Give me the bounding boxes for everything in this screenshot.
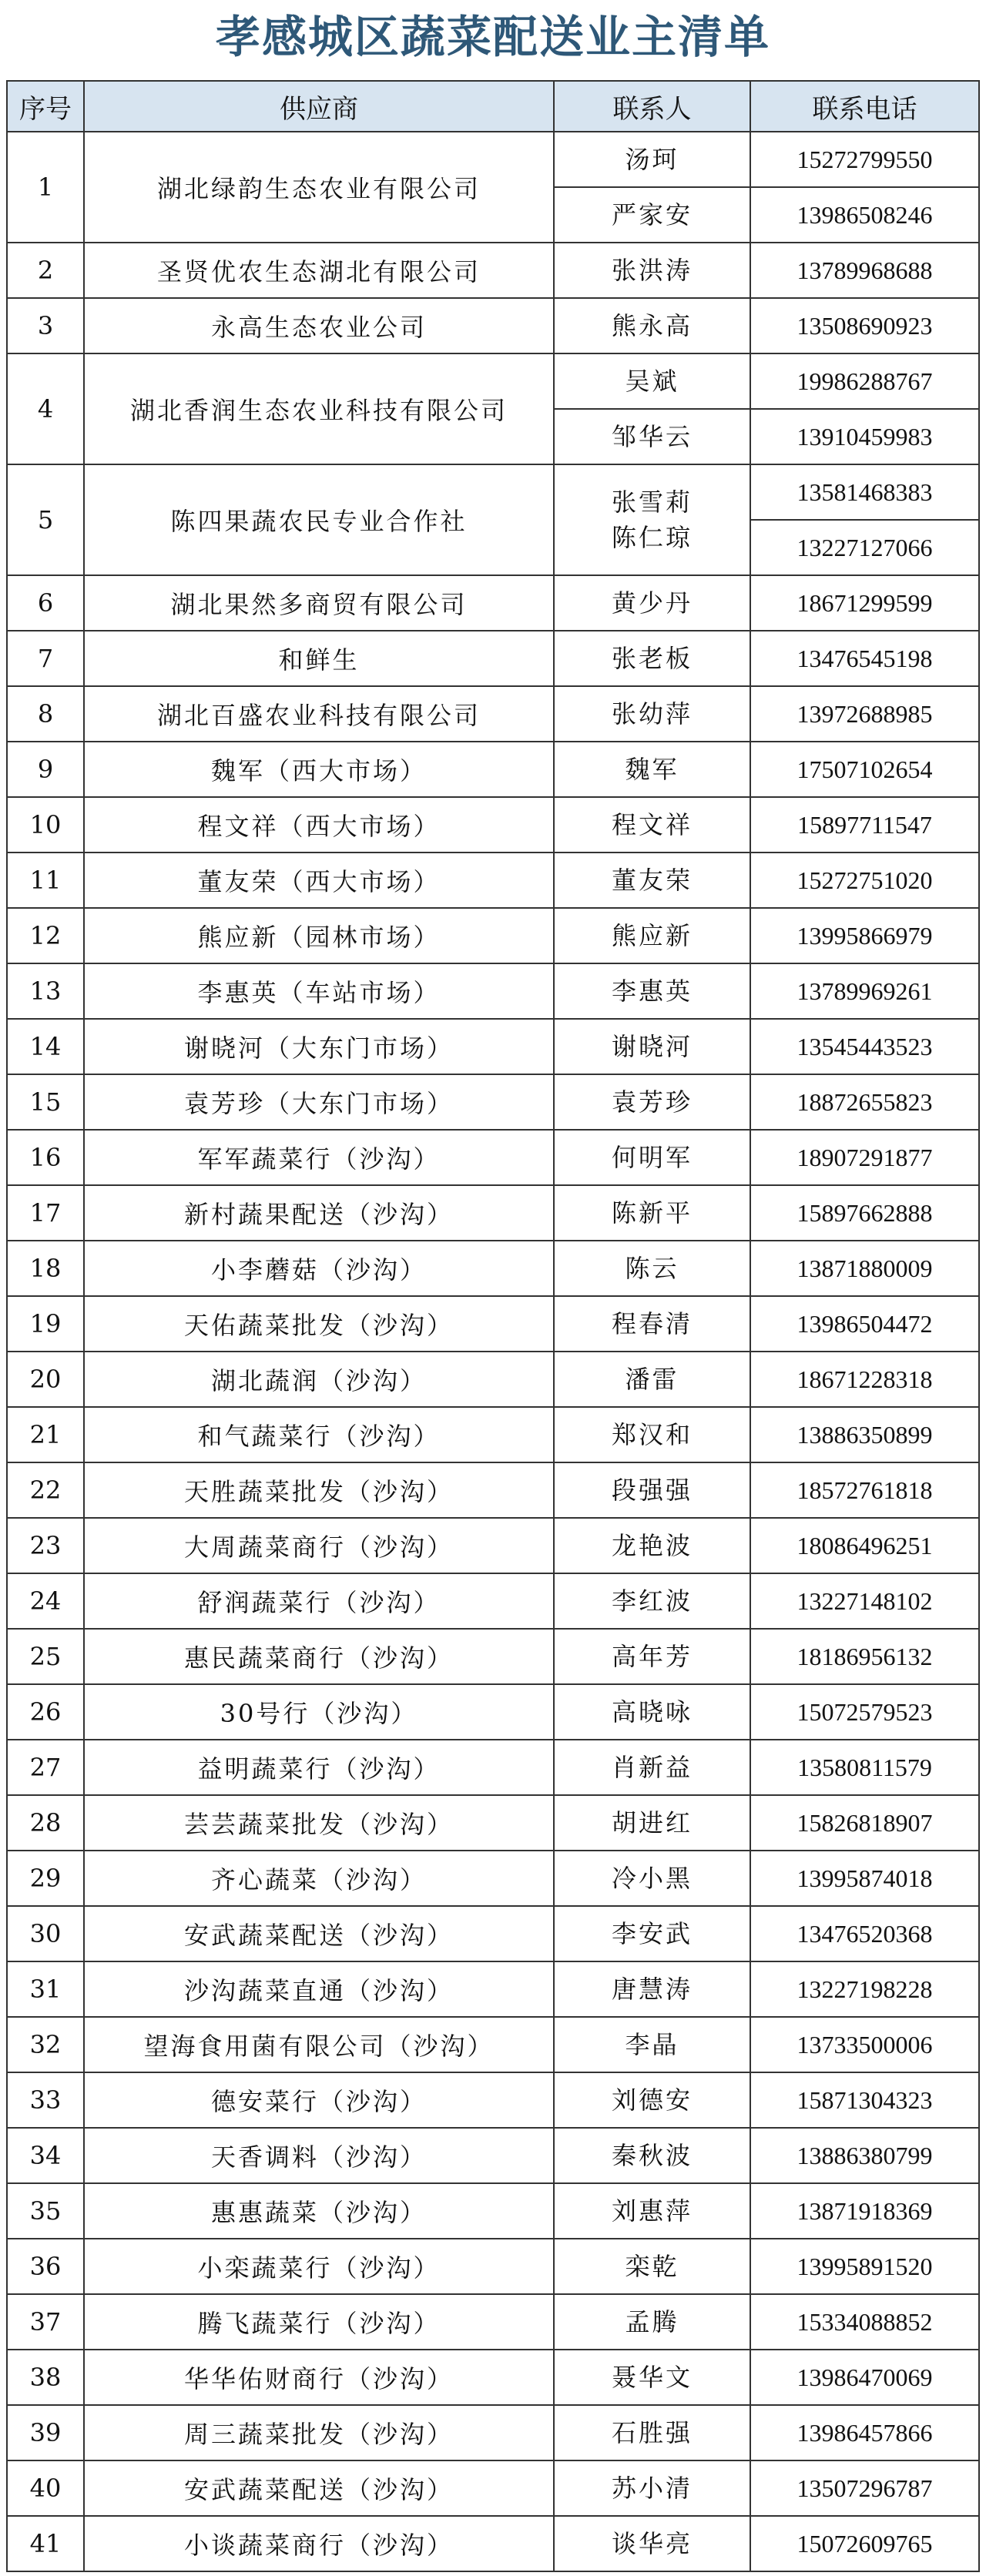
contact-phone: 13789969261 bbox=[750, 963, 979, 1019]
contact-phone: 15334088852 bbox=[750, 2294, 979, 2350]
row-number: 38 bbox=[7, 2350, 84, 2405]
contact-phone: 13972688985 bbox=[750, 686, 979, 742]
supplier-name: 陈四果蔬农民专业合作社 bbox=[84, 464, 554, 575]
row-number: 18 bbox=[7, 1241, 84, 1296]
contact-phone: 13886350899 bbox=[750, 1407, 979, 1462]
table-row bbox=[7, 2072, 979, 2128]
table-row bbox=[7, 1961, 979, 2017]
supplier-name: 熊应新（园林市场） bbox=[84, 908, 554, 963]
row-number: 36 bbox=[7, 2239, 84, 2294]
table-row bbox=[7, 1906, 979, 1961]
supplier-name: 湖北果然多商贸有限公司 bbox=[84, 575, 554, 631]
contact-person: 张老板 bbox=[554, 631, 750, 686]
supplier-name: 和气蔬菜行（沙沟） bbox=[84, 1407, 554, 1462]
contact-person: 李惠英 bbox=[554, 963, 750, 1019]
table-row bbox=[7, 2183, 979, 2239]
row-number: 5 bbox=[7, 464, 84, 575]
table-row bbox=[7, 686, 979, 742]
contact-person: 张幼萍 bbox=[554, 686, 750, 742]
row-number: 4 bbox=[7, 353, 84, 464]
contact-phone: 18907291877 bbox=[750, 1130, 979, 1185]
supplier-name: 军军蔬菜行（沙沟） bbox=[84, 1130, 554, 1185]
supplier-name: 天胜蔬菜批发（沙沟） bbox=[84, 1462, 554, 1518]
contact-person: 董友荣 bbox=[554, 853, 750, 908]
contact-person: 李安武 bbox=[554, 1906, 750, 1961]
row-number: 27 bbox=[7, 1740, 84, 1795]
contact-phone: 18671299599 bbox=[750, 575, 979, 631]
contact-person: 龙艳波 bbox=[554, 1518, 750, 1573]
table-row bbox=[7, 1740, 979, 1795]
supplier-name: 惠惠蔬菜（沙沟） bbox=[84, 2183, 554, 2239]
contact-phone: 13733500006 bbox=[750, 2017, 979, 2072]
row-number: 29 bbox=[7, 1851, 84, 1906]
row-number: 33 bbox=[7, 2072, 84, 2128]
table-row bbox=[7, 2405, 979, 2460]
row-number: 34 bbox=[7, 2128, 84, 2183]
contact-phone: 13886380799 bbox=[750, 2128, 979, 2183]
row-number: 12 bbox=[7, 908, 84, 963]
table-row bbox=[7, 1462, 979, 1518]
contact-phone: 13476520368 bbox=[750, 1906, 979, 1961]
supplier-name: 魏军（西大市场） bbox=[84, 742, 554, 797]
contact-person: 石胜强 bbox=[554, 2405, 750, 2460]
contact-person: 严家安 bbox=[554, 187, 750, 243]
row-number: 25 bbox=[7, 1629, 84, 1684]
contact-person: 刘惠萍 bbox=[554, 2183, 750, 2239]
contact-person: 魏军 bbox=[554, 742, 750, 797]
contact-phone: 13581468383 bbox=[750, 464, 979, 520]
contact-person: 谈华亮 bbox=[554, 2516, 750, 2571]
contact-person: 肖新益 bbox=[554, 1740, 750, 1795]
contact-person: 李红波 bbox=[554, 1573, 750, 1629]
row-number: 28 bbox=[7, 1795, 84, 1851]
table-row bbox=[7, 1795, 979, 1851]
row-number: 13 bbox=[7, 963, 84, 1019]
supplier-name: 谢晓河（大东门市场） bbox=[84, 1019, 554, 1074]
contact-person: 高晓咏 bbox=[554, 1684, 750, 1740]
contact-person: 聂华文 bbox=[554, 2350, 750, 2405]
supplier-name: 永高生态农业公司 bbox=[84, 298, 554, 353]
row-number: 26 bbox=[7, 1684, 84, 1740]
contact-phone: 13986508246 bbox=[750, 187, 979, 243]
supplier-table bbox=[6, 80, 980, 2572]
supplier-name: 沙沟蔬菜直通（沙沟） bbox=[84, 1961, 554, 2017]
contact-phone: 15072579523 bbox=[750, 1684, 979, 1740]
supplier-name: 安武蔬菜配送（沙沟） bbox=[84, 1906, 554, 1961]
row-number: 32 bbox=[7, 2017, 84, 2072]
row-number: 6 bbox=[7, 575, 84, 631]
contact-phone: 15871304323 bbox=[750, 2072, 979, 2128]
row-number: 15 bbox=[7, 1074, 84, 1130]
table-row bbox=[7, 243, 979, 298]
contact-phone: 18186956132 bbox=[750, 1629, 979, 1684]
contact-person: 吴斌 bbox=[554, 353, 750, 409]
contact-phone: 13227127066 bbox=[750, 520, 979, 575]
row-number: 40 bbox=[7, 2460, 84, 2516]
supplier-name: 湖北绿韵生态农业有限公司 bbox=[84, 132, 554, 243]
supplier-name: 芸芸蔬菜批发（沙沟） bbox=[84, 1795, 554, 1851]
contact-person: 孟腾 bbox=[554, 2294, 750, 2350]
supplier-name: 德安菜行（沙沟） bbox=[84, 2072, 554, 2128]
supplier-name: 腾飞蔬菜行（沙沟） bbox=[84, 2294, 554, 2350]
table-row bbox=[7, 742, 979, 797]
table-row bbox=[7, 2128, 979, 2183]
contact-phone: 13986504472 bbox=[750, 1296, 979, 1352]
table-row bbox=[7, 853, 979, 908]
contact-person: 邹华云 bbox=[554, 409, 750, 464]
row-number: 9 bbox=[7, 742, 84, 797]
table-row bbox=[7, 631, 979, 686]
contact-phone: 13580811579 bbox=[750, 1740, 979, 1795]
row-number: 11 bbox=[7, 853, 84, 908]
contact-person: 高年芳 bbox=[554, 1629, 750, 1684]
supplier-name: 齐心蔬菜（沙沟） bbox=[84, 1851, 554, 1906]
supplier-name: 天佑蔬菜批发（沙沟） bbox=[84, 1296, 554, 1352]
column-header-contact: 联系人 bbox=[554, 81, 750, 132]
row-number: 1 bbox=[7, 132, 84, 243]
supplier-name: 小栾蔬菜行（沙沟） bbox=[84, 2239, 554, 2294]
contact-phone: 15826818907 bbox=[750, 1795, 979, 1851]
row-number: 16 bbox=[7, 1130, 84, 1185]
supplier-name: 望海食用菌有限公司（沙沟） bbox=[84, 2017, 554, 2072]
contact-person: 熊永高 bbox=[554, 298, 750, 353]
supplier-name: 安武蔬菜配送（沙沟） bbox=[84, 2460, 554, 2516]
contact-phone: 17507102654 bbox=[750, 742, 979, 797]
supplier-name: 李惠英（车站市场） bbox=[84, 963, 554, 1019]
contact-person: 刘德安 bbox=[554, 2072, 750, 2128]
contact-phone: 13995874018 bbox=[750, 1851, 979, 1906]
contact-phone: 13227198228 bbox=[750, 1961, 979, 2017]
table-row bbox=[7, 1019, 979, 1074]
table-row bbox=[7, 1074, 979, 1130]
contact-person: 秦秋波 bbox=[554, 2128, 750, 2183]
contact-phone: 13986457866 bbox=[750, 2405, 979, 2460]
table-row bbox=[7, 1241, 979, 1296]
contact-phone: 15072609765 bbox=[750, 2516, 979, 2571]
contact-person: 谢晓河 bbox=[554, 1019, 750, 1074]
contact-phone: 15272751020 bbox=[750, 853, 979, 908]
supplier-name: 董友荣（西大市场） bbox=[84, 853, 554, 908]
table-row bbox=[7, 963, 979, 1019]
table-row bbox=[7, 797, 979, 853]
contact-phone: 15897711547 bbox=[750, 797, 979, 853]
table-header-row bbox=[7, 81, 979, 132]
table-row bbox=[7, 908, 979, 963]
row-number: 2 bbox=[7, 243, 84, 298]
contact-person: 程春清 bbox=[554, 1296, 750, 1352]
column-header-phone: 联系电话 bbox=[750, 81, 979, 132]
row-number: 39 bbox=[7, 2405, 84, 2460]
supplier-name: 新村蔬果配送（沙沟） bbox=[84, 1185, 554, 1241]
contact-phone: 18572761818 bbox=[750, 1462, 979, 1518]
contact-phone: 13871918369 bbox=[750, 2183, 979, 2239]
table-row bbox=[7, 1407, 979, 1462]
contact-phone: 13995891520 bbox=[750, 2239, 979, 2294]
contact-phone: 18872655823 bbox=[750, 1074, 979, 1130]
table-row bbox=[7, 1684, 979, 1740]
row-number: 19 bbox=[7, 1296, 84, 1352]
row-number: 8 bbox=[7, 686, 84, 742]
contact-person: 冷小黑 bbox=[554, 1851, 750, 1906]
table-row bbox=[7, 2350, 979, 2405]
supplier-name: 小谈蔬菜商行（沙沟） bbox=[84, 2516, 554, 2571]
row-number: 10 bbox=[7, 797, 84, 853]
row-number: 41 bbox=[7, 2516, 84, 2571]
table-row bbox=[7, 298, 979, 353]
contact-person: 苏小清 bbox=[554, 2460, 750, 2516]
contact-person: 张洪涛 bbox=[554, 243, 750, 298]
contact-phone: 15897662888 bbox=[750, 1185, 979, 1241]
supplier-name: 30号行（沙沟） bbox=[84, 1684, 554, 1740]
contact-person: 汤珂 bbox=[554, 132, 750, 187]
supplier-name: 湖北香润生态农业科技有限公司 bbox=[84, 353, 554, 464]
supplier-name: 舒润蔬菜行（沙沟） bbox=[84, 1573, 554, 1629]
row-number: 17 bbox=[7, 1185, 84, 1241]
contact-phone: 18671228318 bbox=[750, 1352, 979, 1407]
row-number: 21 bbox=[7, 1407, 84, 1462]
row-number: 3 bbox=[7, 298, 84, 353]
contact-person: 张雪莉 陈仁琼 bbox=[554, 464, 750, 575]
contact-phone: 13545443523 bbox=[750, 1019, 979, 1074]
contact-phone: 13227148102 bbox=[750, 1573, 979, 1629]
contact-person: 栾乾 bbox=[554, 2239, 750, 2294]
supplier-name: 天香调料（沙沟） bbox=[84, 2128, 554, 2183]
contact-phone: 18086496251 bbox=[750, 1518, 979, 1573]
page-title: 孝感城区蔬菜配送业主清单 bbox=[215, 11, 770, 63]
row-number: 31 bbox=[7, 1961, 84, 2017]
row-number: 37 bbox=[7, 2294, 84, 2350]
row-number: 23 bbox=[7, 1518, 84, 1573]
contact-person: 熊应新 bbox=[554, 908, 750, 963]
contact-person: 陈云 bbox=[554, 1241, 750, 1296]
table-row bbox=[7, 1352, 979, 1407]
contact-person: 李晶 bbox=[554, 2017, 750, 2072]
column-header-supplier: 供应商 bbox=[84, 81, 554, 132]
table-row bbox=[7, 1851, 979, 1906]
table-row bbox=[7, 1518, 979, 1573]
row-number: 35 bbox=[7, 2183, 84, 2239]
table-row bbox=[7, 132, 979, 187]
row-number: 14 bbox=[7, 1019, 84, 1074]
table-row bbox=[7, 2516, 979, 2571]
contact-person: 潘雷 bbox=[554, 1352, 750, 1407]
table-row bbox=[7, 353, 979, 409]
supplier-name: 小李蘑菇（沙沟） bbox=[84, 1241, 554, 1296]
supplier-name: 惠民蔬菜商行（沙沟） bbox=[84, 1629, 554, 1684]
row-number: 24 bbox=[7, 1573, 84, 1629]
supplier-name: 和鲜生 bbox=[84, 631, 554, 686]
table-row bbox=[7, 1573, 979, 1629]
row-number: 20 bbox=[7, 1352, 84, 1407]
contact-person: 段强强 bbox=[554, 1462, 750, 1518]
contact-phone: 19986288767 bbox=[750, 353, 979, 409]
table-row bbox=[7, 464, 979, 520]
contact-person: 何明军 bbox=[554, 1130, 750, 1185]
contact-phone: 13508690923 bbox=[750, 298, 979, 353]
table-body bbox=[7, 132, 979, 2571]
contact-phone: 13507296787 bbox=[750, 2460, 979, 2516]
row-number: 30 bbox=[7, 1906, 84, 1961]
column-header-number: 序号 bbox=[7, 81, 84, 132]
contact-phone: 13871880009 bbox=[750, 1241, 979, 1296]
contact-person: 程文祥 bbox=[554, 797, 750, 853]
supplier-name: 湖北百盛农业科技有限公司 bbox=[84, 686, 554, 742]
supplier-name: 袁芳珍（大东门市场） bbox=[84, 1074, 554, 1130]
contact-person: 唐慧涛 bbox=[554, 1961, 750, 2017]
contact-person: 袁芳珍 bbox=[554, 1074, 750, 1130]
contact-phone: 13910459983 bbox=[750, 409, 979, 464]
supplier-name: 华华佑财商行（沙沟） bbox=[84, 2350, 554, 2405]
supplier-name: 益明蔬菜行（沙沟） bbox=[84, 1740, 554, 1795]
contact-phone: 13995866979 bbox=[750, 908, 979, 963]
table-row bbox=[7, 2460, 979, 2516]
table-row bbox=[7, 2294, 979, 2350]
contact-person: 郑汉和 bbox=[554, 1407, 750, 1462]
supplier-name: 湖北蔬润（沙沟） bbox=[84, 1352, 554, 1407]
table-row bbox=[7, 1130, 979, 1185]
contact-phone: 13986470069 bbox=[750, 2350, 979, 2405]
contact-person: 胡进红 bbox=[554, 1795, 750, 1851]
row-number: 7 bbox=[7, 631, 84, 686]
supplier-name: 程文祥（西大市场） bbox=[84, 797, 554, 853]
table-row bbox=[7, 1296, 979, 1352]
table-row bbox=[7, 1629, 979, 1684]
table-row bbox=[7, 2239, 979, 2294]
row-number: 22 bbox=[7, 1462, 84, 1518]
contact-person: 陈新平 bbox=[554, 1185, 750, 1241]
table-row bbox=[7, 575, 979, 631]
contact-phone: 15272799550 bbox=[750, 132, 979, 187]
contact-phone: 13476545198 bbox=[750, 631, 979, 686]
table-row bbox=[7, 1185, 979, 1241]
contact-phone: 13789968688 bbox=[750, 243, 979, 298]
table-row bbox=[7, 2017, 979, 2072]
supplier-name: 周三蔬菜批发（沙沟） bbox=[84, 2405, 554, 2460]
supplier-name: 大周蔬菜商行（沙沟） bbox=[84, 1518, 554, 1573]
contact-person: 黄少丹 bbox=[554, 575, 750, 631]
supplier-name: 圣贤优农生态湖北有限公司 bbox=[84, 243, 554, 298]
